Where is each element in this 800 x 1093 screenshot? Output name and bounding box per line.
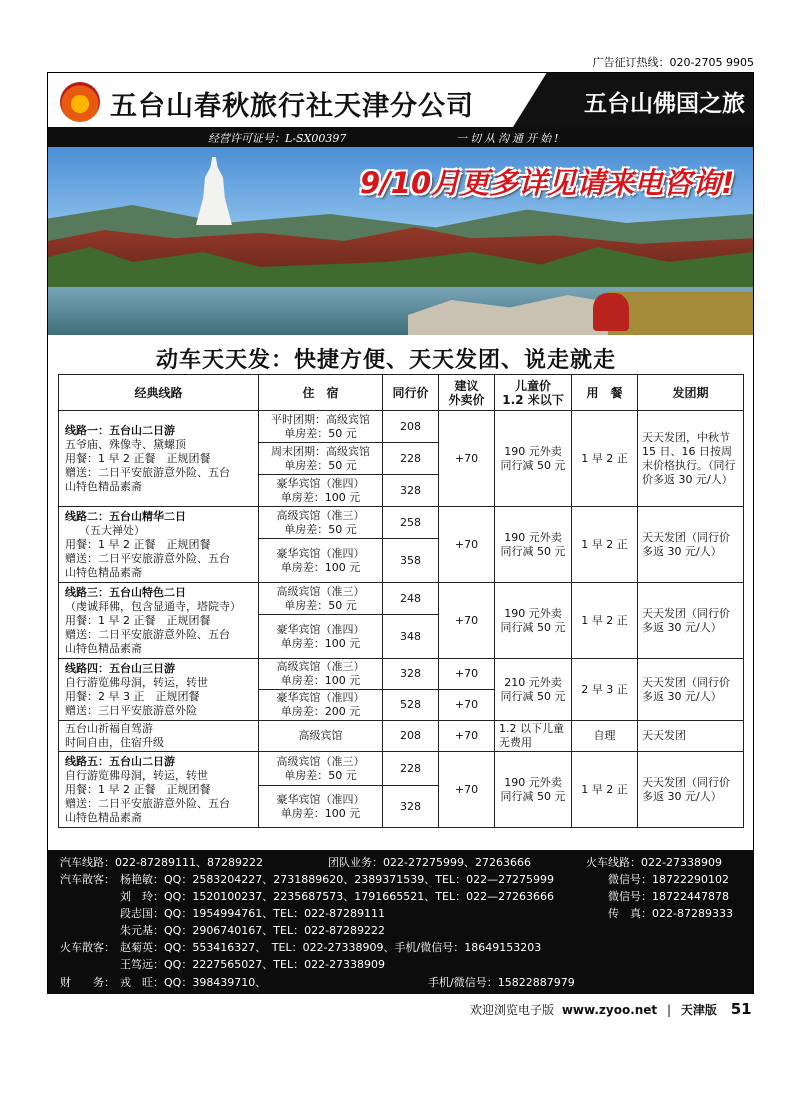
hotel-cell <box>259 475 383 507</box>
hotel-name: 平时团期：高级宾馆 <box>271 412 370 426</box>
single-supplement: 单房差：100 元 <box>280 490 361 504</box>
finance-label: 财 务： <box>60 976 115 989</box>
peer-price: 248 <box>383 583 439 615</box>
suggest-price: +70 <box>439 659 495 690</box>
train-route-line: 火车线路：022-27338909 <box>586 856 722 869</box>
suggest-price: +70 <box>439 752 495 828</box>
meal: 1 早 2 正 <box>572 583 638 659</box>
contact-person: 刘 玲：QQ：1520100237、2235687573、1791665521、TEL：022—27263666 <box>120 890 555 903</box>
route-line: 时间自由，住宿升级 <box>65 736 164 749</box>
route-3-desc <box>59 583 259 659</box>
single-supplement: 单房差：50 元 <box>284 458 357 472</box>
peer-price: 328 <box>383 659 439 690</box>
hotel-name: 豪华宾馆（准四） <box>276 691 365 704</box>
hotel-cell <box>259 786 383 828</box>
route-line: 山特色精品素斋 <box>65 641 142 655</box>
peer-price: 328 <box>383 786 439 828</box>
departure: 天天发团，中秋节 15 日、16 日按周末价格执行。（同行价多返 30 元/人） <box>638 411 744 507</box>
table-row <box>59 583 744 615</box>
contact-row <box>60 888 750 903</box>
header-child <box>495 375 572 411</box>
header-suggest-l1: 建议 <box>454 378 479 393</box>
route-line: （虔诚拜佛，包含显通寺，塔院寺） <box>65 599 241 613</box>
peer-price: 258 <box>383 507 439 539</box>
route-line: 赠送：三日平安旅游意外险 <box>65 703 197 717</box>
peer-price: 208 <box>383 721 439 752</box>
hotel-name: 豪华宾馆（准四） <box>276 476 365 490</box>
bus-individual-label: 汽车散客： <box>60 873 115 886</box>
header-meal: 用 餐 <box>572 375 638 411</box>
tagline: 动车天天发：快捷方便、天天发团、说走就走 <box>156 348 617 373</box>
departure: 天天发团（同行价多返 30 元/人） <box>638 752 744 828</box>
table-header-row <box>59 375 744 411</box>
meal: 1 早 2 正 <box>572 411 638 507</box>
hotel-cell: 高级宾馆 <box>259 721 383 752</box>
child-price <box>495 583 572 659</box>
contact-person: 赵菊英：QQ：553416327、 TEL：022-27338909、手机/微信号：18649153203 <box>120 941 542 954</box>
contact-row <box>60 922 750 937</box>
single-supplement: 单房差：100 元 <box>280 806 361 820</box>
peer-price: 208 <box>383 411 439 443</box>
footer-welcome: 欢迎浏览电子版 <box>470 1003 555 1017</box>
header <box>48 73 753 127</box>
departure: 天天发团（同行价多返 30 元/人） <box>638 507 744 583</box>
contact-mobile: 手机/微信号：15822887979 <box>428 976 575 989</box>
suggest-price: +70 <box>439 583 495 659</box>
child-price-l1: 190 元外卖 <box>504 775 562 789</box>
single-supplement: 单房差：100 元 <box>280 636 361 650</box>
hotel-cell <box>259 411 383 443</box>
banner-text: 9/10月更多详见请来电咨询! <box>360 166 735 200</box>
self-drive-desc <box>59 721 259 752</box>
meal: 自理 <box>572 721 638 752</box>
hotel-name: 高级宾馆（准三） <box>276 584 365 598</box>
header-child-l1: 儿童价 <box>514 378 551 393</box>
route-line: （五大禅处） <box>79 523 145 537</box>
footer-separator: | <box>667 1003 672 1017</box>
hotel-cell <box>259 539 383 583</box>
contact-wechat: 微信号：18722290102 <box>608 873 729 886</box>
single-supplement: 单房差：50 元 <box>284 522 357 536</box>
child-price-l2: 同行减 50 元 <box>500 789 566 803</box>
header-suggest-l2: 外卖价 <box>448 392 485 407</box>
company-name: 五台山春秋旅行社天津分公司 <box>110 91 474 122</box>
child-price-l1: 210 元外卖 <box>504 675 562 689</box>
group-business: 团队业务：022-27275999、27263666 <box>328 856 531 869</box>
header-route: 经典线路 <box>59 375 259 411</box>
train-individual-label: 火车散客： <box>60 941 115 954</box>
hotel-name: 周末团期：高级宾馆 <box>271 444 370 458</box>
meal: 2 早 3 正 <box>572 659 638 721</box>
route-line: 用餐：1 早 2 正餐 正规团餐 <box>65 782 211 796</box>
child-price-l2: 同行减 50 元 <box>500 689 566 703</box>
departure: 天天发团 <box>638 721 744 752</box>
route-line: 用餐：1 早 2 正餐 正规团餐 <box>65 451 211 465</box>
contact-row <box>60 956 750 971</box>
route-line: 山特色精品素斋 <box>65 479 142 493</box>
route-1-desc <box>59 411 259 507</box>
table-row <box>59 721 744 752</box>
contact-row <box>60 854 750 869</box>
route-title: 线路四：五台山三日游 <box>65 661 175 675</box>
child-price-l2: 同行减 50 元 <box>500 458 566 472</box>
suggest-price: +70 <box>439 690 495 721</box>
monk-figure <box>593 293 629 331</box>
route-title: 线路一：五台山二日游 <box>65 423 175 437</box>
ad-hotline: 广告征订热线：020-2705 9905 <box>592 56 754 69</box>
page-number: 51 <box>730 1000 752 1018</box>
hotel-name: 豪华宾馆（准四） <box>276 622 365 636</box>
peer-price: 228 <box>383 752 439 786</box>
single-supplement: 单房差：50 元 <box>284 768 357 782</box>
single-supplement: 单房差：200 元 <box>280 705 361 718</box>
hotel-name: 高级宾馆（准三） <box>276 754 365 768</box>
license-number: 经营许可证号：L-SX00397 <box>208 132 347 145</box>
contact-person: 朱元基：QQ：2906740167、TEL：022-87289222 <box>120 924 386 937</box>
hotel-name: 豪华宾馆（准四） <box>276 546 365 560</box>
contact-person: 段志国：QQ：1954994761、TEL：022-87289111 <box>120 907 386 920</box>
contacts-panel <box>48 850 753 994</box>
header-hotel: 住 宿 <box>259 375 383 411</box>
slogan: 五台山佛国之旅 <box>584 91 745 117</box>
child-price <box>495 411 572 507</box>
route-line: 自行游览佛母洞，转运，转世 <box>65 768 208 782</box>
route-4-desc <box>59 659 259 721</box>
wutaishan-photo <box>48 147 753 335</box>
bus-route-line: 汽车线路：022-87289111、87289222 <box>60 856 263 869</box>
routes-table <box>58 374 744 828</box>
motto: 一切从沟通开始! <box>456 132 562 145</box>
peer-price: 348 <box>383 615 439 659</box>
hotel-cell <box>259 659 383 690</box>
footer-website-link[interactable]: www.zyoo.net <box>561 1003 658 1017</box>
table-row <box>59 659 744 690</box>
table-row <box>59 507 744 539</box>
white-pagoda-shape <box>196 157 232 225</box>
route-title: 线路二：五台山精华二日 <box>65 509 186 523</box>
single-supplement: 单房差：100 元 <box>280 674 361 687</box>
contact-row <box>60 974 750 989</box>
header-peer-price: 同行价 <box>383 375 439 411</box>
route-title: 线路五：五台山二日游 <box>65 754 175 768</box>
meal: 1 早 2 正 <box>572 752 638 828</box>
table-row <box>59 411 744 443</box>
suggest-price: +70 <box>439 721 495 752</box>
route-title: 线路三：五台山特色二日 <box>65 585 186 599</box>
hotel-cell <box>259 615 383 659</box>
single-supplement: 单房差：50 元 <box>284 598 357 612</box>
hotel-cell <box>259 690 383 721</box>
hotel-cell <box>259 443 383 475</box>
route-line: 五台山祈福自驾游 <box>65 722 153 735</box>
contact-person: 戎 旺：QQ：398439710、 <box>120 976 267 989</box>
peer-price: 328 <box>383 475 439 507</box>
route-line: 赠送：二日平安旅游意外险、五台 <box>65 627 230 641</box>
license-bar <box>48 127 753 147</box>
hotel-name: 高级宾馆（准三） <box>276 660 365 673</box>
table-row <box>59 752 744 786</box>
suggest-price: +70 <box>439 411 495 507</box>
meal: 1 早 2 正 <box>572 507 638 583</box>
route-line: 用餐：1 早 2 正餐 正规团餐 <box>65 613 211 627</box>
header-child-l2: 1.2 米以下 <box>502 392 564 407</box>
child-price <box>495 507 572 583</box>
hotel-name: 豪华宾馆（准四） <box>276 792 365 806</box>
route-line: 五爷庙、殊像寺、黛螺顶 <box>65 437 186 451</box>
ad-frame <box>47 72 754 994</box>
contact-person: 杨艳敏：QQ：2583204227、2731889620、2389371539、TEL：022—27275999 <box>120 873 555 886</box>
route-line: 山特色精品素斋 <box>65 565 142 579</box>
child-price-l2: 同行减 50 元 <box>500 620 566 634</box>
child-price-l1: 190 元外卖 <box>504 606 562 620</box>
route-line: 山特色精品素斋 <box>65 810 142 824</box>
route-line: 自行游览佛母洞，转运，转世 <box>65 675 208 689</box>
route-5-desc <box>59 752 259 828</box>
fax-number: 传 真：022-87289333 <box>608 907 733 920</box>
route-line: 赠送：二日平安旅游意外险、五台 <box>65 465 230 479</box>
route-2-desc <box>59 507 259 583</box>
route-line: 赠送：二日平安旅游意外险、五台 <box>65 551 230 565</box>
contact-row <box>60 905 750 920</box>
grass-shape <box>608 292 753 335</box>
single-supplement: 单房差：100 元 <box>280 560 361 574</box>
hotel-name: 高级宾馆（准三） <box>276 508 365 522</box>
child-price-l1: 190 元外卖 <box>504 444 562 458</box>
child-price-l2: 同行减 50 元 <box>500 544 566 558</box>
header-departure: 发团期 <box>638 375 744 411</box>
peer-price: 228 <box>383 443 439 475</box>
hotel-cell <box>259 583 383 615</box>
peer-price: 358 <box>383 539 439 583</box>
header-suggest <box>439 375 495 411</box>
footer-edition: 天津版 <box>680 1003 717 1017</box>
child-price: 1.2 以下儿童无费用 <box>495 721 572 752</box>
hotel-cell <box>259 507 383 539</box>
peer-price: 528 <box>383 690 439 721</box>
contact-row <box>60 871 750 886</box>
child-price <box>495 752 572 828</box>
contact-wechat: 微信号：18722447878 <box>608 890 729 903</box>
departure: 天天发团（同行价多返 30 元/人） <box>638 659 744 721</box>
route-line: 赠送：二日平安旅游意外险、五台 <box>65 796 230 810</box>
page-footer <box>470 1000 752 1018</box>
child-price <box>495 659 572 721</box>
child-price-l1: 190 元外卖 <box>504 530 562 544</box>
route-line: 用餐：2 早 3 正 正规团餐 <box>65 689 200 703</box>
contact-row <box>60 939 750 954</box>
route-line: 用餐：1 早 2 正餐 正规团餐 <box>65 537 211 551</box>
hotel-cell <box>259 752 383 786</box>
company-logo <box>60 82 100 122</box>
contact-person: 王笃远：QQ：2227565027、TEL：022-27338909 <box>120 958 386 971</box>
single-supplement: 单房差：50 元 <box>284 426 357 440</box>
departure: 天天发团（同行价多返 30 元/人） <box>638 583 744 659</box>
suggest-price: +70 <box>439 507 495 583</box>
